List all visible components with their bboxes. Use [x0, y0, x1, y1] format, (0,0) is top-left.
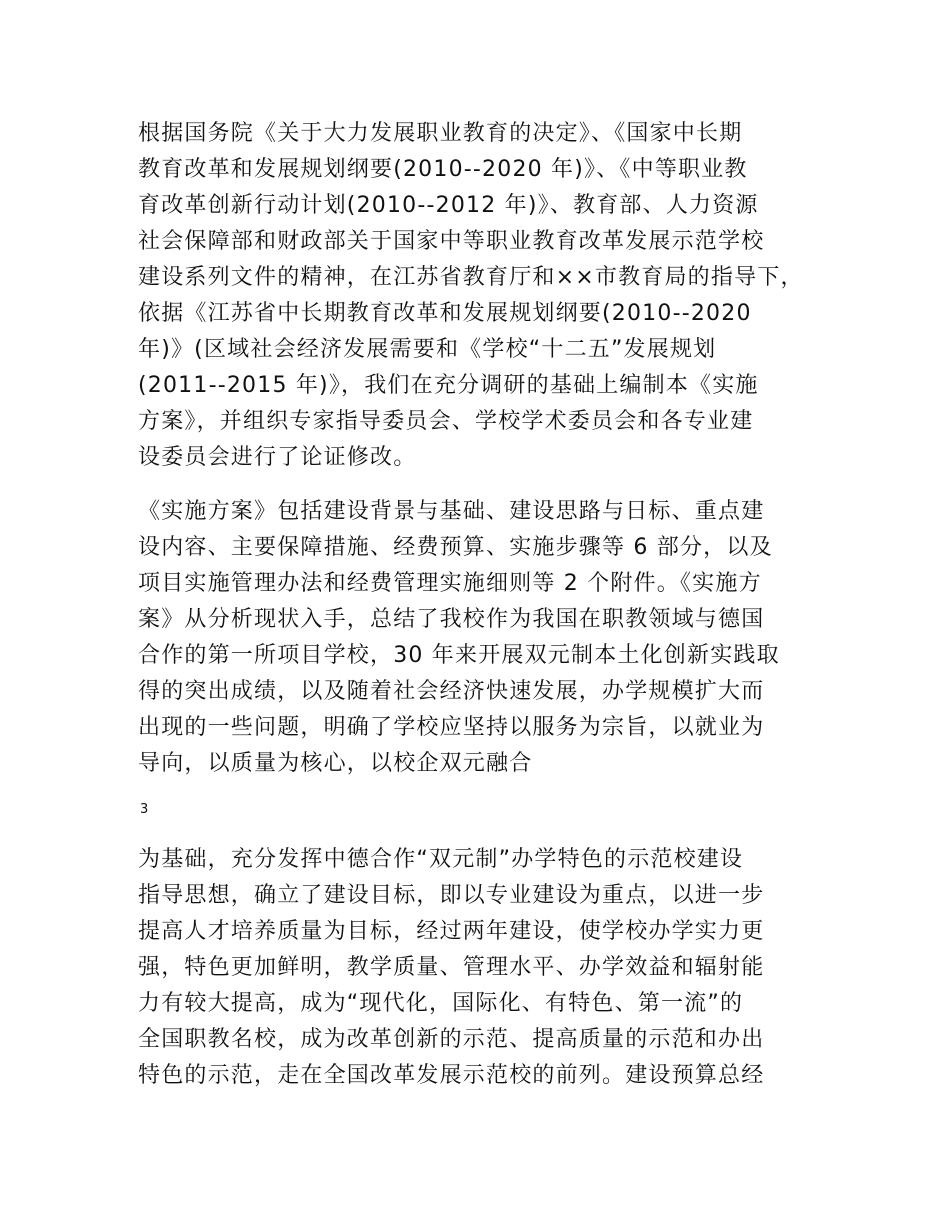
paragraph-2 — [138, 494, 838, 782]
text-line: 育改革创新行动计划(2010--2012 年)》、教育部、人力资源 — [138, 193, 759, 218]
text-line: 合作的第一所项目学校，30 年来开展双元制本土化创新实践取 — [138, 643, 780, 668]
text-line: 强，特色更加鲜明，教学质量、管理水平、办学效益和辐射能 — [138, 955, 765, 980]
text-line: 年)》(区域社会经济发展需要和《学校“十二五”发展规划 — [138, 337, 717, 362]
text-line: 为基础，充分发挥中德合作“双元制”办学特色的示范校建设 — [138, 847, 744, 872]
text-line: 项目实施管理办法和经费管理实施细则等 2 个附件。《实施方 — [138, 571, 762, 596]
text-line: 力有较大提高，成为“现代化，国际化、有特色、第一流”的 — [138, 991, 744, 1016]
text-line: 全国职教名校，成为改革创新的示范、提高质量的示范和办出 — [138, 1027, 765, 1052]
paragraph-1 — [138, 116, 838, 476]
text-line: 建设系列文件的精神，在江苏省教育厅和××市教育局的指导下， — [138, 265, 804, 290]
text-line: 方案》，并组织专家指导委员会、学校学术委员会和各专业建 — [138, 409, 754, 434]
text-line: 得的突出成绩，以及随着社会经济快速发展，办学规模扩大而 — [138, 679, 765, 704]
text-line: 导向，以质量为核心，以校企双元融合 — [138, 751, 533, 776]
text-line: 案》从分析现状入手，总结了我校作为我国在职教领域与德国 — [138, 607, 765, 632]
text-line: 设委员会进行了论证修改。 — [138, 445, 417, 470]
page-number: 3 — [140, 802, 149, 817]
text-line: 根据国务院《关于大力发展职业教育的决定》、《国家中长期 — [138, 121, 743, 146]
paragraph-3 — [138, 842, 838, 1094]
text-line: 设内容、主要保障措施、经费预算、实施步骤等 6 部分，以及 — [138, 535, 773, 560]
text-line: (2011--2015 年)》，我们在充分调研的基础上编制本《实施 — [138, 373, 759, 398]
text-line: 出现的一些问题，明确了学校应坚持以服务为宗旨，以就业为 — [138, 715, 765, 740]
text-line: 《实施方案》包括建设背景与基础、建设思路与日标、重点建 — [138, 499, 765, 524]
text-line: 教育改革和发展规划纲要(2010--2020 年)》、《中等职业教 — [138, 157, 748, 182]
text-line: 依据《江苏省中长期教育改革和发展规划纲要(2010--2020 — [138, 301, 752, 326]
text-line: 社会保障部和财政部关于国家中等职业教育改革发展示范学校 — [138, 229, 765, 254]
text-line: 提高人才培养质量为目标，经过两年建设，使学校办学实力更 — [138, 919, 765, 944]
text-line: 指导思想，确立了建设目标，即以专业建设为重点，以进一步 — [138, 883, 765, 908]
text-line: 特色的示范，走在全国改革发展示范校的前列。建设预算总经 — [138, 1063, 765, 1088]
